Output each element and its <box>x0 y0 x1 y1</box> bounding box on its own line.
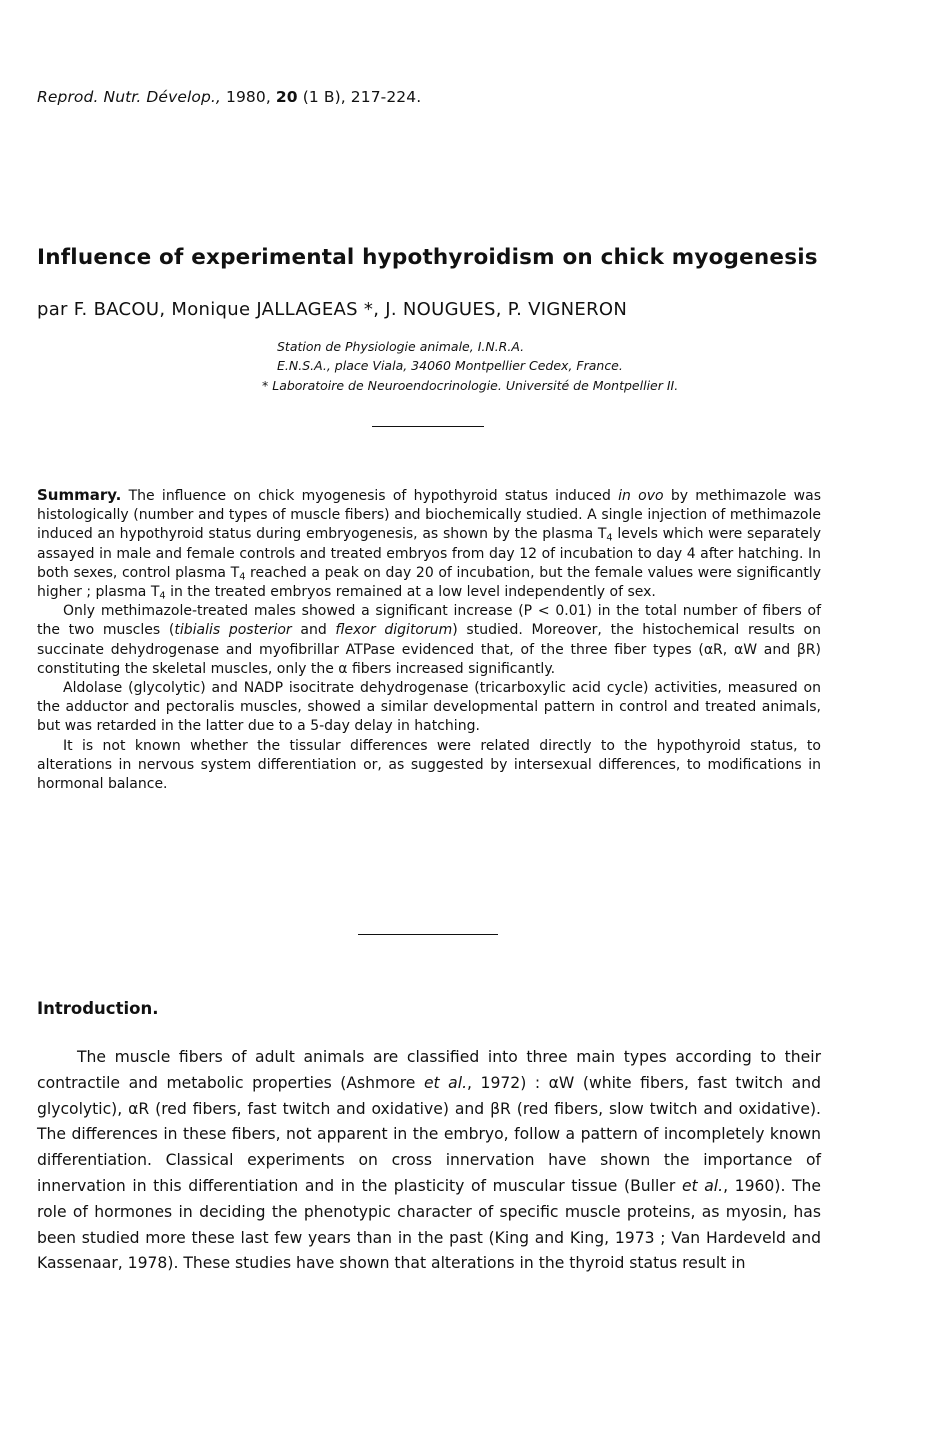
summary-text: ) studied. Moreover, the histochemical results on succinate dehydrogenase and myofibrillar ATPase evidenced that, of the three fiber types (αR, αW and βR) constituting the skeletal muscles, only the α fibers increased significantly. <box>37 622 821 677</box>
summary-text: and <box>291 622 336 639</box>
affiliation-line-3: * Laboratoire de Neuroendocrinologie. Université de Montpellier II. <box>262 378 679 393</box>
in-ovo-term: in ovo <box>618 488 664 504</box>
separator-rule-bottom <box>358 934 498 935</box>
summary-section <box>37 486 821 794</box>
citation-volume: 20 <box>275 88 298 106</box>
introduction-body <box>37 1045 821 1277</box>
citation-year: 1980, <box>225 88 276 106</box>
journal-citation <box>37 88 421 106</box>
summary-paragraph-2 <box>37 602 821 679</box>
t4-subscript: 4 <box>606 532 613 544</box>
citation-issue-pages: (1 B), 217-224. <box>297 88 422 106</box>
t4-subscript: 4 <box>159 590 166 602</box>
summary-paragraph-4: It is not known whether the tissular differences were related directly to the hypothyroid status, to alterations in nervous system differentiation or, as suggested by intersexual differences, to modifications in hormonal balance. <box>37 737 821 793</box>
intro-text: , 1960). The role of hormones in deciding the phenotypic character of specific muscle proteins, as myosin, has been studied more these last few years than in the past (King and King, 1973 ; Van Hardeveld and Kassenaar, 1978). These studies have shown that alterations in the thyroid status result in <box>37 1176 822 1273</box>
summary-text: by methimazole was histologically (number and types of muscle fibers) and biochemically studied. A single injection of methimazole induced an hypothyroid status during embryogenesis, as shown by the plasma T <box>37 488 821 543</box>
muscle-name-flexor: flexor digitorum <box>335 622 453 639</box>
muscle-name-tibialis: tibialis posterior <box>174 622 292 639</box>
summary-text: Only methimazole-treated males showed a significant increase (P < 0.01) in the total number of fibers of the two muscles ( <box>37 603 821 639</box>
t4-subscript: 4 <box>239 571 246 583</box>
et-al: et al. <box>681 1176 724 1195</box>
summary-paragraph-1 <box>37 486 821 602</box>
affiliation-line-2: E.N.S.A., place Viala, 34060 Montpellier Cedex, France. <box>277 358 623 373</box>
introduction-heading: Introduction. <box>37 999 159 1018</box>
summary-text: reached a peak on day 20 of incubation, but the female values were significantly higher ; plasma T <box>37 564 821 601</box>
author-list: par F. BACOU, Monique JALLAGEAS *, J. NOUGUES, P. VIGNERON <box>37 299 628 320</box>
article-title: Influence of experimental hypothyroidism on chick myogenesis <box>37 245 818 270</box>
et-al: et al. <box>423 1073 468 1092</box>
summary-text: levels which were separately assayed in male and female controls and treated embryos from day 12 of incubation to day 4 after hatching. In both sexes, control plasma T <box>37 526 821 581</box>
summary-text: The influence on chick myogenesis of hypothyroid status induced <box>121 488 619 504</box>
introduction-paragraph <box>37 1045 821 1277</box>
intro-text: The muscle fibers of adult animals are classified into three main types according to their contractile and metabolic properties (Ashmore <box>37 1048 821 1092</box>
summary-text: in the treated embryos remained at a low level independently of sex. <box>165 584 656 601</box>
intro-text: , 1972) : αW (white fibers, fast twitch and glycolytic), αR (red fibers, fast twitch and oxidative) and βR (red fibers, slow twitch and oxidative). The differences in these fibers, not apparent in the embryo, follow a pattern of incompletely known differentiation. Classical experiments on cross innervation have shown the importance of innervation in this differentiation and in the plasticity of muscular tissue (Buller <box>37 1073 821 1195</box>
separator-rule-top <box>372 426 484 427</box>
affiliation-line-1: Station de Physiologie animale, I.N.R.A. <box>277 339 525 354</box>
citation-journal: Reprod. Nutr. Dévelop., <box>37 88 226 106</box>
summary-label: Summary. <box>37 486 122 504</box>
summary-paragraph-3: Aldolase (glycolytic) and NADP isocitrate dehydrogenase (tricarboxylic acid cycle) activities, measured on the adductor and pectoralis muscles, showed a similar developmental pattern in control and treated animals, but was retarded in the latter due to a 5-day delay in hatching. <box>37 680 821 735</box>
